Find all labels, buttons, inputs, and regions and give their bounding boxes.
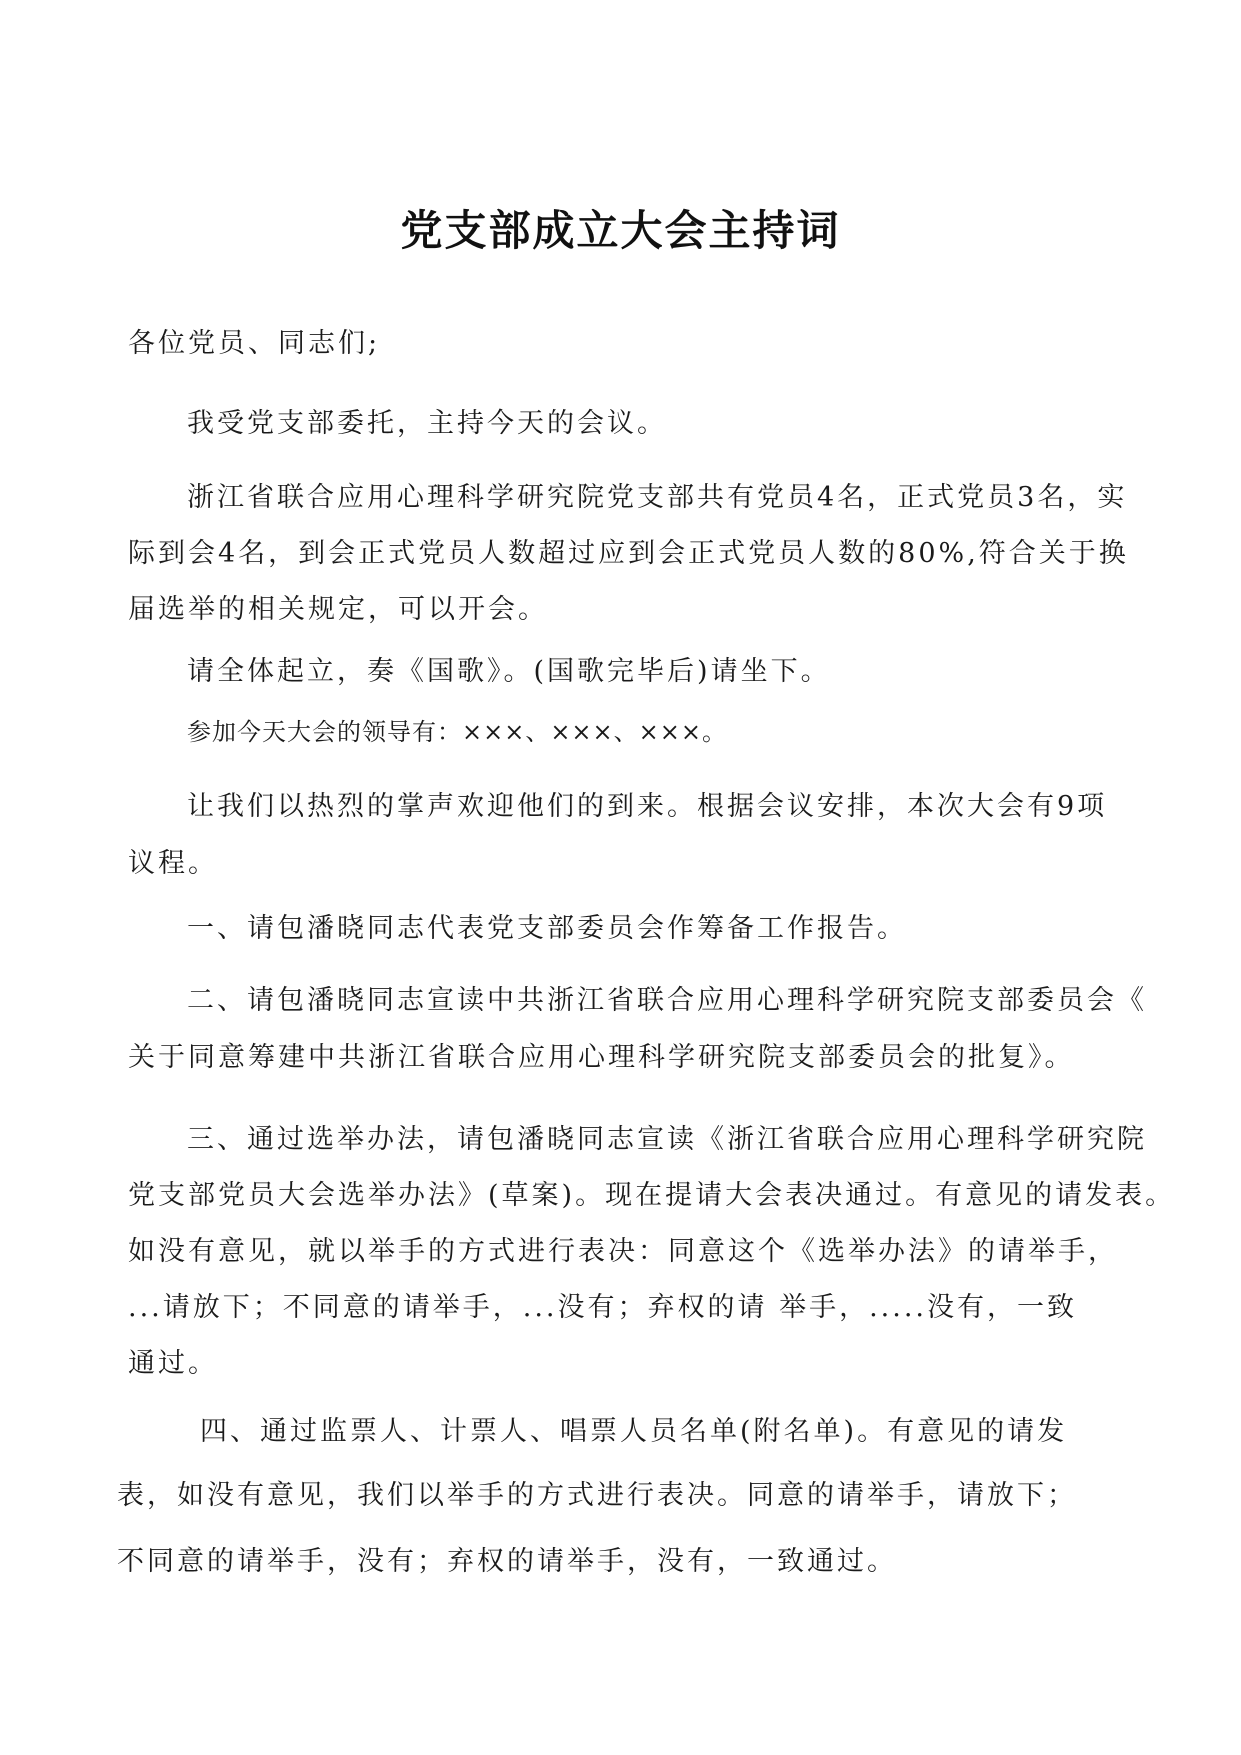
greeting-line: 各位党员、同志们; <box>128 328 381 359</box>
paragraph-line: 浙江省联合应用心理科学研究院党支部共有党员4名，正式党员3名，实 <box>187 482 1128 513</box>
agenda-item: 关于同意筹建中共浙江省联合应用心理科学研究院支部委员会的批复》。 <box>128 1042 1075 1073</box>
paragraph-line: 届选举的相关规定，可以开会。 <box>128 594 548 625</box>
paragraph-line: 请全体起立，奏《国歌》。(国歌完毕后)请坐下。 <box>187 656 831 687</box>
agenda-item: 表，如没有意见，我们以举手的方式进行表决。同意的请举手，请放下； <box>117 1480 1077 1511</box>
agenda-item: 三、通过选举办法，请包潘晓同志宣读《浙江省联合应用心理科学研究院 <box>187 1124 1147 1155</box>
agenda-item: 四、通过监票人、计票人、唱票人员名单(附名单)。有意见的请发 <box>200 1416 1068 1447</box>
paragraph-line: 我受党支部委托，主持今天的会议。 <box>187 408 667 439</box>
agenda-item: 不同意的请举手，没有；弃权的请举手，没有，一致通过。 <box>117 1546 897 1577</box>
agenda-item: 通过。 <box>128 1348 218 1379</box>
agenda-item: 一、请包潘晓同志代表党支部委员会作筹备工作报告。 <box>187 913 907 944</box>
document-title: 党支部成立大会主持词 <box>400 206 841 255</box>
agenda-item: 党支部党员大会选举办法》(草案)。现在提请大会表决通过。有意见的请发表。 <box>128 1180 1176 1211</box>
agenda-item: ...请放下；不同意的请举手，...没有；弃权的请 举手，.....没有，一致 <box>128 1292 1077 1323</box>
agenda-item: 如没有意见，就以举手的方式进行表决：同意这个《选举办法》的请举手， <box>128 1236 1118 1267</box>
paragraph-line: 议程。 <box>128 848 218 879</box>
paragraph-line: 际到会4名，到会正式党员人数超过应到会正式党员人数的80%,符合关于换 <box>128 538 1129 569</box>
agenda-item: 二、请包潘晓同志宣读中共浙江省联合应用心理科学研究院支部委员会《 <box>187 985 1147 1016</box>
paragraph-line: 让我们以热烈的掌声欢迎他们的到来。根据会议安排，本次大会有9项 <box>187 791 1108 822</box>
paragraph-line: 参加今天大会的领导有：×××、×××、×××。 <box>187 718 727 746</box>
